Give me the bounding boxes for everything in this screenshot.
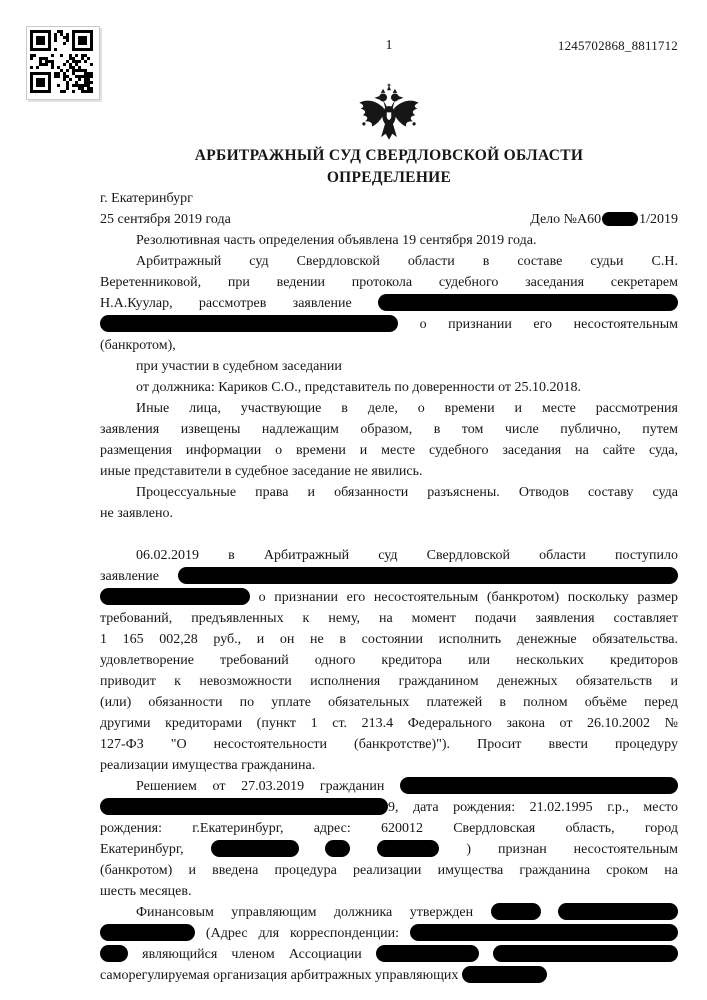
text-run: размещения информации о времени и месте судебного заседания на сайте суда, xyxy=(100,443,678,458)
text-line xyxy=(100,482,678,503)
qr-code xyxy=(26,26,100,100)
text-line xyxy=(100,398,678,419)
date-case-row xyxy=(100,209,678,230)
text-run: Екатеринбург, xyxy=(100,842,211,857)
document-id: 1245702868_8811712 xyxy=(557,38,678,53)
text-line xyxy=(100,356,678,377)
text-run: (банкротом), xyxy=(100,338,176,353)
text-line xyxy=(100,293,678,314)
text-run: Резолютивная часть определения объявлена 19 сентября 2019 года. xyxy=(136,233,537,248)
text-run xyxy=(350,842,377,857)
text-line xyxy=(100,755,678,776)
redaction-bar xyxy=(377,840,439,857)
text-run: о признании его несостоятельным (банкротом) поскольку размер xyxy=(250,590,678,605)
redaction-bar xyxy=(376,945,479,962)
text-line xyxy=(100,881,678,902)
text-run: другими кредиторами (пункт 1 ст. 213.4 Федерального закона от 26.10.2002 № xyxy=(100,716,678,731)
text-run: требований, предъявленных к нему, на момент подачи заявления составляет xyxy=(100,611,678,626)
text-run: (банкротом) и введена процедура реализации имущества гражданина сроком на xyxy=(100,863,678,878)
document-type-title: ОПРЕДЕЛЕНИЕ xyxy=(326,169,452,186)
redaction-bar xyxy=(493,945,678,962)
text-line xyxy=(100,860,678,881)
case-number-suffix: 1/2019 xyxy=(639,212,678,227)
text-run: Веретенниковой, при ведении протокола судебного заседания секретарем xyxy=(100,275,678,290)
text-run: 9, дата рождения: 21.02.1995 г.р., место xyxy=(388,800,678,815)
text-run: ) признан несостоятельным xyxy=(439,842,678,857)
case-number-prefix: Дело №А60 xyxy=(530,212,602,227)
text-run: рождения: г.Екатеринбург, адрес: 620012 Свердловская область, город xyxy=(100,821,678,836)
text-run: иные представители в судебное заседание не явились. xyxy=(100,464,423,479)
text-run: шесть месяцев. xyxy=(100,884,192,899)
text-line xyxy=(100,902,678,923)
redaction-bar xyxy=(325,840,350,857)
text-line xyxy=(100,818,678,839)
redaction-bar xyxy=(602,212,638,226)
text-run xyxy=(299,842,326,857)
text-line xyxy=(100,503,678,524)
redaction-bar xyxy=(178,567,678,584)
text-line xyxy=(100,965,678,986)
redaction-bar xyxy=(100,945,128,962)
body-text xyxy=(100,230,678,986)
text-run: 1 165 002,28 руб., и он не в состоянии исполнить денежные обязательства. xyxy=(100,632,678,647)
text-line xyxy=(100,608,678,629)
text-line xyxy=(100,251,678,272)
text-line xyxy=(100,461,678,482)
text-run: Финансовым управляющим должника утвержден xyxy=(136,905,491,920)
text-run xyxy=(541,905,558,920)
text-line xyxy=(100,713,678,734)
text-line xyxy=(100,692,678,713)
redaction-bar xyxy=(558,903,678,920)
text-line xyxy=(100,314,678,335)
text-run: (или) обязанности по уплате обязательных платежей в полном объёме перед xyxy=(100,695,678,710)
redaction-bar xyxy=(400,777,678,794)
text-line xyxy=(100,671,678,692)
redaction-bar xyxy=(211,840,299,857)
text-run: не заявлено. xyxy=(100,506,174,521)
text-run: реализации имущества гражданина. xyxy=(100,758,316,773)
text-line xyxy=(100,629,678,650)
text-run: Н.А.Куулар, рассмотрев заявление xyxy=(100,296,378,311)
redaction-bar xyxy=(100,588,250,605)
text-run: Арбитражный суд Свердловской области в составе судьи С.Н. xyxy=(136,254,678,269)
text-line xyxy=(100,776,678,797)
text-line xyxy=(100,419,678,440)
court-title: АРБИТРАЖНЫЙ СУД СВЕРДЛОВСКОЙ ОБЛАСТИ xyxy=(194,147,584,164)
text-line xyxy=(100,230,678,251)
text-line xyxy=(100,797,678,818)
text-run: о признании его несостоятельным xyxy=(398,317,678,332)
text-run xyxy=(479,947,493,962)
redaction-bar xyxy=(100,798,388,815)
text-line xyxy=(100,335,678,356)
text-line xyxy=(100,839,678,860)
text-line xyxy=(100,650,678,671)
text-line xyxy=(100,944,678,965)
redaction-bar xyxy=(378,294,678,311)
redaction-bar xyxy=(462,966,547,983)
page-number: 1 xyxy=(385,38,393,53)
redaction-bar xyxy=(410,924,678,941)
text-line xyxy=(100,566,678,587)
text-run: Решением от 27.03.2019 гражданин xyxy=(136,779,400,794)
text-run: (Адрес для корреспонденции: xyxy=(195,926,410,941)
text-line xyxy=(100,545,678,566)
text-run: саморегулируемая организация арбитражных управляющих xyxy=(100,968,462,983)
text-run: от должника: Кариков С.О., представитель по доверенности от 25.10.2018. xyxy=(136,380,582,395)
redaction-bar xyxy=(100,315,398,332)
text-line xyxy=(100,587,678,608)
blank-line xyxy=(100,524,678,545)
text-run: заявления извещены надлежащим образом, в том числе публично, путем xyxy=(100,422,678,437)
text-run: Процессуальные права и обязанности разъяснены. Отводов составу суда xyxy=(136,485,678,500)
document-content xyxy=(100,145,678,986)
text-line xyxy=(100,440,678,461)
text-run: 06.02.2019 в Арбитражный суд Свердловской области поступило xyxy=(136,548,678,563)
text-run: удовлетворение требований одного кредитора или нескольких кредиторов xyxy=(100,653,678,668)
text-line xyxy=(100,377,678,398)
redaction-bar xyxy=(491,903,541,920)
city-line: г. Екатеринбург xyxy=(100,191,193,206)
date-label: 25 сентября 2019 года xyxy=(100,212,231,227)
text-run: приводит к невозможности исполнения гражданином денежных обязательств и xyxy=(100,674,678,689)
case-number xyxy=(530,209,678,230)
text-run: при участии в судебном заседании xyxy=(136,359,342,374)
text-run: являющийся членом Ассоциации xyxy=(128,947,376,962)
text-line xyxy=(100,734,678,755)
text-run: заявление xyxy=(100,569,178,584)
redaction-bar xyxy=(100,924,195,941)
text-line xyxy=(100,923,678,944)
text-run: 127-ФЗ "О несостоятельности (банкротстве)"). Просит ввести процедуру xyxy=(100,737,678,752)
text-run: Иные лица, участвующие в деле, о времени и месте рассмотрения xyxy=(136,401,678,416)
text-line xyxy=(100,272,678,293)
russian-coat-of-arms-icon xyxy=(100,78,678,146)
